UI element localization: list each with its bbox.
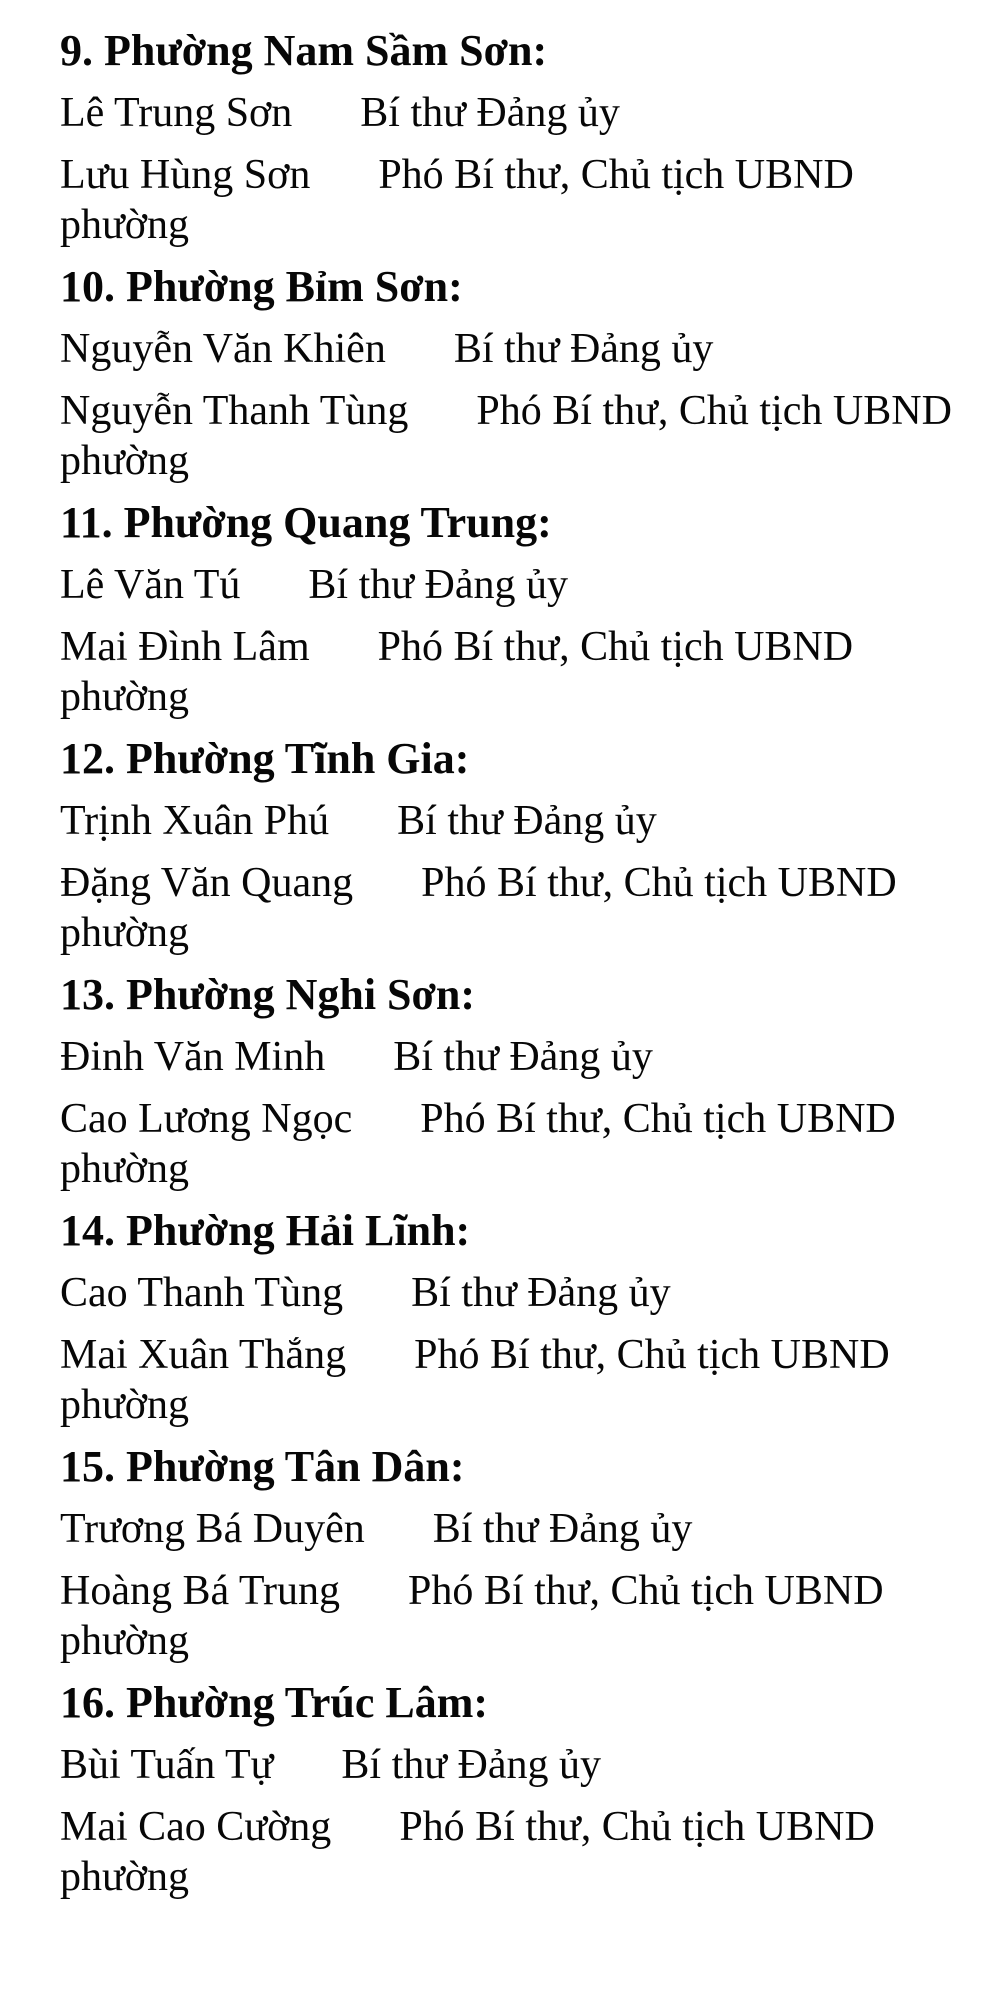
tab-spacer <box>329 833 397 834</box>
official-position: Phó Bí thư, Chủ tịch UBND phường <box>60 152 854 248</box>
official-position: Phó Bí thư, Chủ tịch UBND phường <box>60 1332 890 1428</box>
official-name: Lưu Hùng Sơn <box>60 152 311 198</box>
official-position: Phó Bí thư, Chủ tịch UBND phường <box>60 388 952 484</box>
tab-spacer <box>352 1131 420 1132</box>
official-name: Nguyễn Thanh Tùng <box>60 388 409 434</box>
official-name: Mai Cao Cường <box>60 1804 332 1850</box>
official-position: Bí thư Đảng ủy <box>453 326 714 372</box>
tab-spacer <box>340 1603 408 1604</box>
official-position: Phó Bí thư, Chủ tịch UBND phường <box>60 1804 875 1900</box>
tab-spacer <box>310 187 378 188</box>
section-heading: 12. Phường Tĩnh Gia: <box>60 734 470 783</box>
section-heading: 11. Phường Quang Trung: <box>60 498 552 547</box>
official-position: Bí thư Đảng ủy <box>308 562 569 608</box>
official-row <box>60 1032 958 1082</box>
official-position: Bí thư Đảng ủy <box>411 1270 671 1316</box>
official-position: Phó Bí thư, Chủ tịch UBND phường <box>60 1568 884 1664</box>
official-position: Bí thư Đảng ủy <box>341 1742 601 1788</box>
official-position: Phó Bí thư, Chủ tịch UBND phường <box>60 1096 896 1192</box>
tab-spacer <box>408 423 476 424</box>
section-heading: 10. Phường Bỉm Sơn: <box>60 262 463 311</box>
official-row <box>60 858 958 958</box>
official-row <box>60 150 958 250</box>
tab-spacer <box>346 1367 414 1368</box>
official-row <box>60 1268 958 1318</box>
tab-spacer <box>353 895 421 896</box>
official-row <box>60 1504 958 1554</box>
section-heading: 15. Phường Tân Dân: <box>60 1442 465 1491</box>
tab-spacer <box>273 1777 341 1778</box>
tab-spacer <box>386 361 454 362</box>
official-name: Nguyễn Văn Khiên <box>60 326 386 372</box>
section-heading: 9. Phường Nam Sầm Sơn: <box>60 26 548 75</box>
official-row <box>60 386 958 486</box>
official-name: Lê Văn Tú <box>60 562 241 608</box>
official-position: Phó Bí thư, Chủ tịch UBND phường <box>60 860 897 956</box>
official-position: Bí thư Đảng ủy <box>432 1506 693 1552</box>
official-row <box>60 1330 958 1430</box>
official-row <box>60 1094 958 1194</box>
official-name: Trịnh Xuân Phú <box>60 798 330 844</box>
official-name: Bùi Tuấn Tự <box>60 1742 274 1788</box>
section-heading: 13. Phường Nghi Sơn: <box>60 970 476 1019</box>
official-row <box>60 796 958 846</box>
official-row <box>60 1566 958 1666</box>
official-row <box>60 88 958 138</box>
tab-spacer <box>331 1839 399 1840</box>
official-name: Cao Lương Ngọc <box>60 1096 353 1142</box>
tab-spacer <box>365 1541 433 1542</box>
official-position: Bí thư Đảng ủy <box>360 90 620 136</box>
official-name: Trương Bá Duyên <box>60 1506 365 1552</box>
official-position: Phó Bí thư, Chủ tịch UBND phường <box>60 624 854 720</box>
official-name: Cao Thanh Tùng <box>60 1270 344 1316</box>
official-name: Mai Đình Lâm <box>60 624 310 670</box>
official-name: Đặng Văn Quang <box>60 860 354 906</box>
official-name: Lê Trung Sơn <box>60 90 293 136</box>
official-row <box>60 1740 958 1790</box>
official-position: Bí thư Đảng ủy <box>397 798 657 844</box>
official-name: Hoàng Bá Trung <box>60 1568 341 1614</box>
section-heading: 16. Phường Trúc Lâm: <box>60 1678 489 1727</box>
official-row <box>60 560 958 610</box>
official-row <box>60 622 958 722</box>
tab-spacer <box>343 1305 411 1306</box>
official-name: Mai Xuân Thắng <box>60 1332 347 1378</box>
section-heading: 14. Phường Hải Lĩnh: <box>60 1206 471 1255</box>
tab-spacer <box>310 659 378 660</box>
tab-spacer <box>240 597 308 598</box>
official-position: Bí thư Đảng ủy <box>393 1034 653 1080</box>
official-row <box>60 1802 958 1902</box>
tab-spacer <box>325 1069 393 1070</box>
official-row <box>60 324 958 374</box>
tab-spacer <box>292 125 360 126</box>
official-name: Đinh Văn Minh <box>60 1034 326 1080</box>
